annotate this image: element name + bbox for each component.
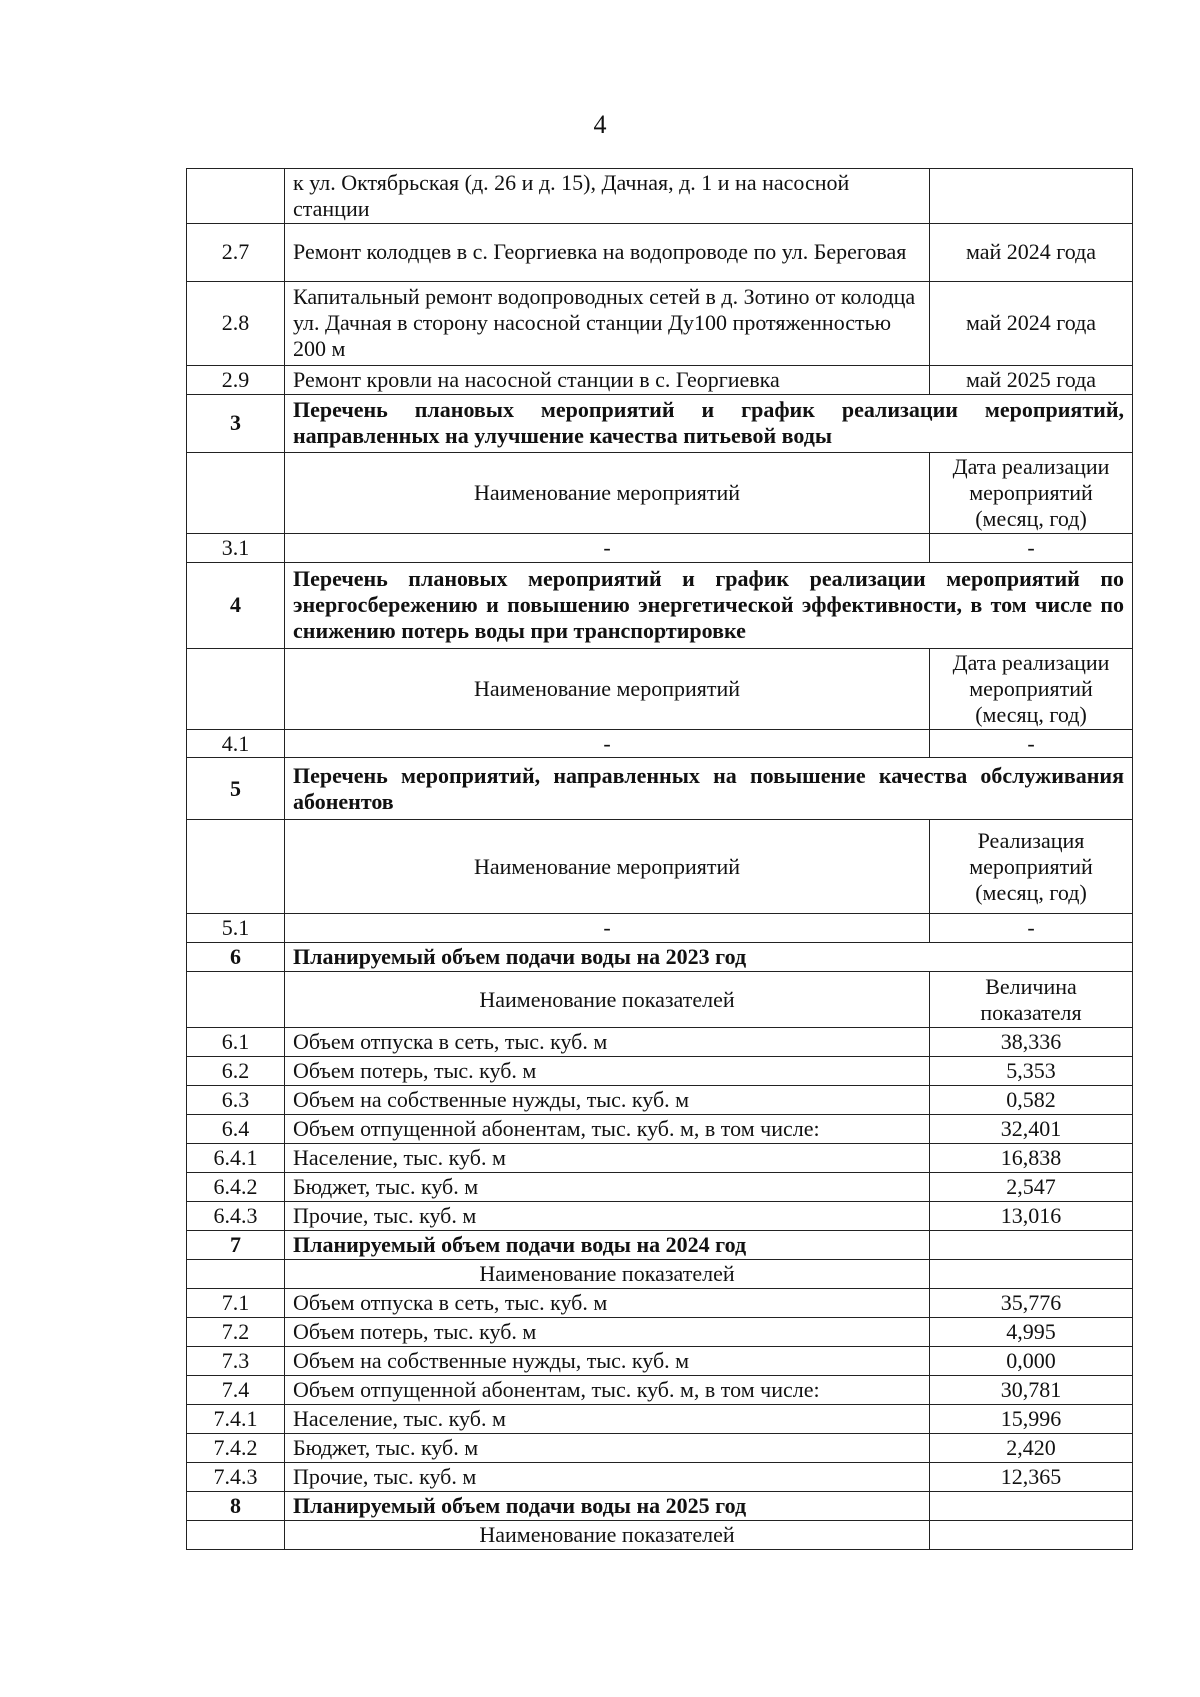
row-text: Объем на собственные нужды, тыс. куб. м [285,1086,930,1115]
section-number: 6 [187,943,285,972]
section-title: Планируемый объем подачи воды на 2023 год [285,943,1133,972]
section-header [187,758,1133,820]
table-row [187,1115,1133,1144]
row-date: май 2025 года [930,365,1133,394]
section-title: Планируемый объем подачи воды на 2025 год [285,1491,930,1520]
row-date: май 2024 года [930,223,1133,281]
row-text: Бюджет, тыс. куб. м [285,1173,930,1202]
row-value: 38,336 [930,1028,1133,1057]
row-value: 35,776 [930,1288,1133,1317]
column-header-name: Наименование мероприятий [285,820,930,914]
row-number: 4.1 [187,729,285,758]
row-text: Капитальный ремонт водопроводных сетей в д. Зотино от колодца ул. Дачная в сторону насосной станции Ду100 протяженностью 200 м [285,281,930,365]
column-header-row [187,648,1133,729]
row-text: - [285,914,930,943]
table-row [187,1433,1133,1462]
table-row [187,1288,1133,1317]
column-header-row [187,820,1133,914]
row-text: Объем отпуска в сеть, тыс. куб. м [285,1288,930,1317]
row-value: 30,781 [930,1375,1133,1404]
blank-cell [187,452,285,533]
section-title: Перечень плановых мероприятий и график реализации мероприятий, направленных на улучшение качества питьевой воды [285,394,1133,452]
row-text: Объем отпущенной абонентам, тыс. куб. м, в том числе: [285,1375,930,1404]
row-text: Объем на собственные нужды, тыс. куб. м [285,1346,930,1375]
row-text: - [285,533,930,562]
row-number: 2.8 [187,281,285,365]
row-number: 6.2 [187,1057,285,1086]
section-number: 8 [187,1491,285,1520]
measures-table [186,168,1133,1550]
row-value: 4,995 [930,1317,1133,1346]
row-number: 7.1 [187,1288,285,1317]
table-row [187,1173,1133,1202]
row-value: 13,016 [930,1202,1133,1231]
column-header-date: Дата реализации мероприятий (месяц, год) [930,452,1133,533]
row-text: Население, тыс. куб. м [285,1144,930,1173]
column-header-row [187,1520,1133,1549]
table-row [187,1144,1133,1173]
row-value: 15,996 [930,1404,1133,1433]
blank-cell [187,1520,285,1549]
column-header-value [930,1520,1133,1549]
row-text: Объем отпущенной абонентам, тыс. куб. м, в том числе: [285,1115,930,1144]
table-row [187,1375,1133,1404]
row-number: 5.1 [187,914,285,943]
section-header [187,1231,1133,1260]
row-number: 7.3 [187,1346,285,1375]
column-header-value [930,1260,1133,1289]
column-header-name: Наименование показателей [285,1520,930,1549]
row-number: 6.1 [187,1028,285,1057]
row-number: 6.4.1 [187,1144,285,1173]
row-number: 7.4.1 [187,1404,285,1433]
row-text: Население, тыс. куб. м [285,1404,930,1433]
table-row [187,223,1133,281]
row-number: 6.4.2 [187,1173,285,1202]
row-date: - [930,729,1133,758]
row-number: 7.4.2 [187,1433,285,1462]
table-row [187,914,1133,943]
table-row [187,1057,1133,1086]
row-number: 2.7 [187,223,285,281]
row-number: 6.4.3 [187,1202,285,1231]
row-date: май 2024 года [930,281,1133,365]
row-value: 2,547 [930,1173,1133,1202]
row-text: Бюджет, тыс. куб. м [285,1433,930,1462]
section-header [187,562,1133,648]
row-text: к ул. Октябрьская (д. 26 и д. 15), Дачная, д. 1 и на насосной станции [285,169,930,224]
row-number: 6.3 [187,1086,285,1115]
table-row [187,533,1133,562]
row-text: Объем отпуска в сеть, тыс. куб. м [285,1028,930,1057]
row-number [187,169,285,224]
blank-cell [930,1491,1133,1520]
row-date [930,169,1133,224]
row-date: - [930,533,1133,562]
section-number: 5 [187,758,285,820]
row-number: 7.4.3 [187,1462,285,1491]
column-header-date: Реализация мероприятий (месяц, год) [930,820,1133,914]
blank-cell [187,1260,285,1289]
row-number: 3.1 [187,533,285,562]
page-number: 4 [593,110,607,139]
section-title: Планируемый объем подачи воды на 2024 год [285,1231,930,1260]
table-row [187,169,1133,224]
table-row [187,1028,1133,1057]
section-title: Перечень плановых мероприятий и график реализации мероприятий по энергосбережению и повышению энергетической эффективности, в том числе по снижению потерь воды при транспортировке [285,562,1133,648]
table-row [187,1462,1133,1491]
blank-cell [187,648,285,729]
row-text: Объем потерь, тыс. куб. м [285,1057,930,1086]
table-row [187,729,1133,758]
column-header-row [187,452,1133,533]
row-text: Прочие, тыс. куб. м [285,1202,930,1231]
row-number: 2.9 [187,365,285,394]
section-header [187,1491,1133,1520]
column-header-name: Наименование показателей [285,972,930,1028]
row-text: Объем потерь, тыс. куб. м [285,1317,930,1346]
row-number: 7.2 [187,1317,285,1346]
column-header-value: Величина показателя [930,972,1133,1028]
column-header-date: Дата реализации мероприятий (месяц, год) [930,648,1133,729]
row-number: 6.4 [187,1115,285,1144]
row-text: Ремонт кровли на насосной станции в с. Георгиевка [285,365,930,394]
row-value: 16,838 [930,1144,1133,1173]
table-row [187,1404,1133,1433]
row-text: Ремонт колодцев в с. Георгиевка на водопроводе по ул. Береговая [285,223,930,281]
column-header-name: Наименование мероприятий [285,648,930,729]
row-text: Прочие, тыс. куб. м [285,1462,930,1491]
blank-cell [187,972,285,1028]
row-value: 32,401 [930,1115,1133,1144]
row-value: 2,420 [930,1433,1133,1462]
row-number: 7.4 [187,1375,285,1404]
column-header-row [187,972,1133,1028]
table-row [187,1317,1133,1346]
row-text: - [285,729,930,758]
row-value: 0,582 [930,1086,1133,1115]
row-value: 12,365 [930,1462,1133,1491]
blank-cell [930,1231,1133,1260]
section-number: 4 [187,562,285,648]
column-header-name: Наименование показателей [285,1260,930,1289]
section-number: 3 [187,394,285,452]
table-row [187,1086,1133,1115]
section-header [187,394,1133,452]
row-date: - [930,914,1133,943]
column-header-row [187,1260,1133,1289]
table-row [187,1346,1133,1375]
blank-cell [187,820,285,914]
section-header [187,943,1133,972]
table-row [187,281,1133,365]
table-row [187,1202,1133,1231]
section-number: 7 [187,1231,285,1260]
section-title: Перечень мероприятий, направленных на повышение качества обслуживания абонентов [285,758,1133,820]
row-value: 0,000 [930,1346,1133,1375]
column-header-name: Наименование мероприятий [285,452,930,533]
table-row [187,365,1133,394]
row-value: 5,353 [930,1057,1133,1086]
